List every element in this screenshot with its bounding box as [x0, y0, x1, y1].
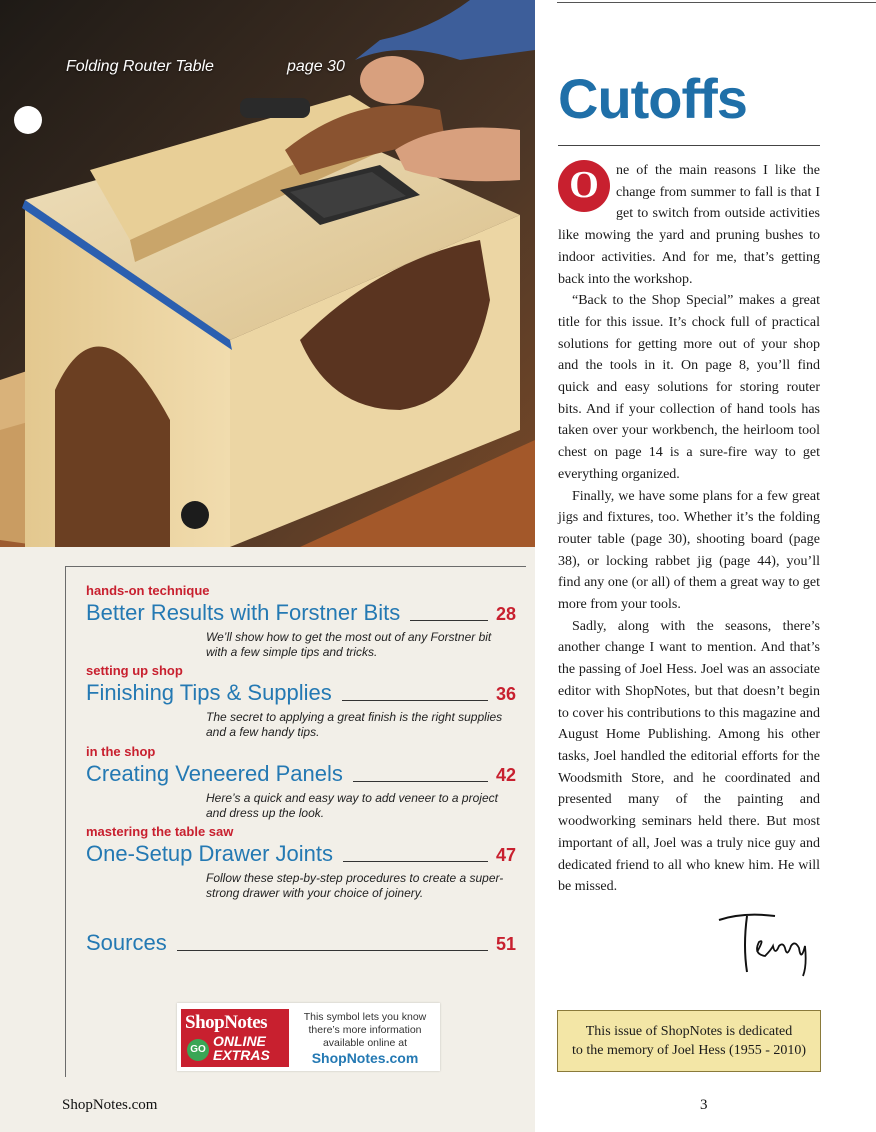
article-paragraph: Finally, we have some plans for a few great jigs and fixtures, too. Whether it’s the folding router table (page 30), shooting board (page 38), or locking rabbet jig (page 44), you’ll find any one (or all) of them a great way to get more from your tools.	[558, 488, 820, 613]
dedication-box	[557, 1010, 821, 1072]
cover-photo	[0, 0, 535, 547]
toc-item-finishing[interactable]	[86, 663, 516, 740]
router-table-illustration	[0, 0, 535, 547]
toc-category: hands-on technique	[86, 583, 210, 598]
article-paragraph	[558, 160, 820, 290]
toc-description: The secret to applying a great finish is the right supplies and a few handy tips.	[206, 710, 503, 739]
toc-category: in the shop	[86, 744, 156, 759]
toc-title[interactable]: Finishing Tips & Supplies	[86, 680, 332, 705]
toc-title[interactable]: Creating Veneered Panels	[86, 761, 343, 786]
toc-title[interactable]: Better Results with Forstner Bits	[86, 600, 401, 625]
toc-item-sources[interactable]	[86, 928, 516, 956]
signature-handwriting	[713, 906, 823, 978]
signature	[713, 906, 823, 983]
toc-title[interactable]: One-Setup Drawer Joints	[86, 841, 333, 866]
toc-page-number: 42	[495, 765, 516, 785]
online-label: ONLINE	[213, 1033, 266, 1049]
extras-text-line: This symbol lets you know	[303, 1011, 427, 1023]
article-paragraph: “Back to the Shop Special” makes a great title for this issue. It’s chock full of practical solutions for getting more out of your shop and the tools in it. On page 8, you’ll find quick and easy solutions for storing router bits. And if your collection of hand tools has taken over your workbench, the heirloom tool chest on page 14 is a sure-fire way to get everything organized.	[558, 293, 820, 482]
toc-leader-line	[177, 950, 488, 951]
photo-caption-page: page 30	[287, 58, 345, 75]
binder-hole	[14, 106, 42, 134]
section-heading: Cutoffs	[558, 67, 747, 130]
toc-page-number: 51	[495, 934, 516, 954]
photo-caption-title: Folding Router Table	[66, 58, 214, 75]
heading-rule	[558, 145, 820, 146]
toc-description: We’ll show how to get the most out of any Forstner bit with a few simple tips and tricks.	[206, 630, 492, 659]
toc-page-number: 36	[495, 684, 516, 704]
dedication-line: to the memory of Joel Hess (1955 - 2010)	[571, 1043, 807, 1058]
editorial-article	[558, 160, 820, 898]
toc-page-number: 47	[495, 845, 516, 865]
toc-leader-line	[343, 861, 488, 862]
toc-leader-line	[342, 700, 488, 701]
online-extras-logo	[181, 1009, 289, 1067]
toc-category: setting up shop	[86, 663, 183, 678]
toc-item-forstner[interactable]	[86, 583, 516, 660]
drop-cap: O	[558, 160, 610, 212]
footer-site: ShopNotes.com	[62, 1097, 158, 1113]
extras-label: EXTRAS	[213, 1047, 270, 1063]
toc-page-number: 28	[495, 604, 516, 624]
online-extras-label	[213, 1034, 270, 1062]
toc-leader-line	[410, 620, 488, 621]
toc-description: Here’s a quick and easy way to add veneer to a project and dress up the look.	[206, 791, 498, 820]
toc-category: mastering the table saw	[86, 824, 234, 839]
extras-text-line: available online at	[322, 1037, 408, 1049]
dedication-line: This issue of ShopNotes is dedicated	[585, 1024, 793, 1039]
online-extras-url[interactable]: ShopNotes.com	[311, 1050, 419, 1066]
go-badge-icon: GO	[187, 1039, 209, 1061]
extras-text-line: there’s more information	[308, 1024, 422, 1036]
toc-title[interactable]: Sources	[86, 930, 167, 955]
article-paragraph-text: ne of the main reasons I like the change from summer to fall is that I get to switch from outside activities like mowing the yard and pruning bushes to indoor activities. And for me, that’s getting back into the workshop.	[558, 163, 820, 287]
online-extras-text	[295, 1011, 435, 1050]
footer-page-number: 3	[700, 1097, 708, 1113]
top-rule	[557, 2, 876, 3]
shopnotes-logo-text: ShopNotes	[185, 1012, 268, 1033]
article-paragraph: Sadly, along with the seasons, there’s another change I want to mention. And that’s the passing of Joel Hess. Joel was an associate editor with ShopNotes, but that doesn’t begin to cover his contributions to this magazine and August Home Publishing. Among his other tasks, Joel handled the editorial efforts for the Woodsmith Store, and he coordinated and presented many of the painting and woodworking seminars held there. But most important of all, Joel was a truly nice guy and dedicated friend to all who knew him. He will be missed.	[558, 618, 820, 895]
toc-item-drawer-joints[interactable]	[86, 824, 516, 901]
toc-leader-line	[353, 781, 488, 782]
toc-item-veneered[interactable]	[86, 744, 516, 821]
toc-description: Follow these step-by-step procedures to create a super-strong drawer with your choice of joinery.	[206, 871, 504, 900]
online-extras-box	[177, 1003, 440, 1071]
